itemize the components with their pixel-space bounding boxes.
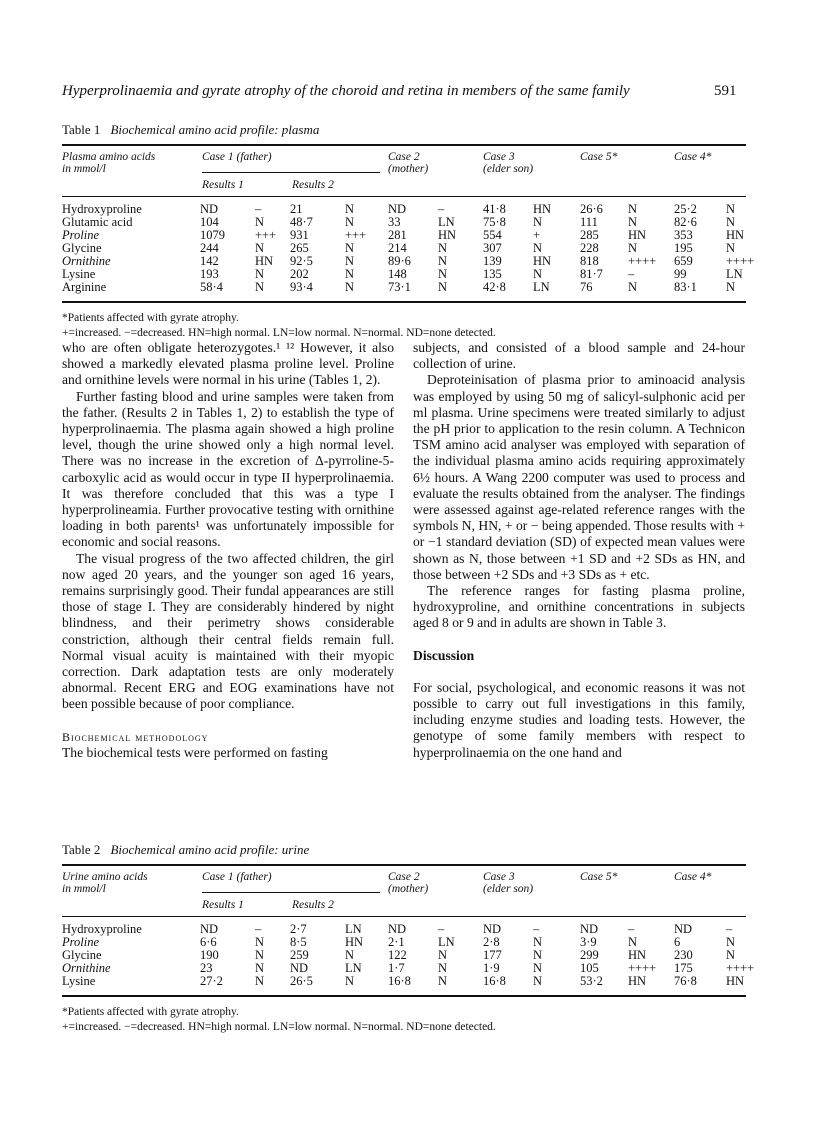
value-cell: ND — [290, 961, 309, 975]
status-flag: HN — [345, 935, 364, 949]
status-flag: N — [438, 948, 448, 962]
amino-acid-name: Proline — [62, 228, 100, 242]
value-cell: ND — [483, 922, 502, 936]
status-flag: N — [255, 974, 265, 988]
status-flag: N — [533, 241, 543, 255]
status-flag: LN — [533, 280, 550, 294]
status-flag: HN — [726, 974, 745, 988]
table-bottom-rule — [62, 301, 746, 303]
value-cell: 122 — [388, 948, 407, 962]
value-cell: 193 — [200, 267, 219, 281]
status-flag: N — [438, 241, 448, 255]
value-cell: 76 — [580, 280, 593, 294]
status-flag: HN — [628, 228, 647, 242]
value-cell: 202 — [290, 267, 309, 281]
footnote-legend: +=increased. −=decreased. HN=high normal. LN=low normal. N=normal. ND=none detected. — [62, 327, 496, 339]
table2-title: Biochemical amino acid profile: urine — [110, 842, 310, 857]
status-flag: N — [726, 948, 736, 962]
amino-acid-name: Glutamic acid — [62, 215, 133, 229]
value-cell: ND — [580, 922, 599, 936]
value-cell: 8·5 — [290, 935, 307, 949]
table-row — [62, 975, 746, 988]
status-flag: HN — [533, 254, 552, 268]
value-cell: 105 — [580, 961, 599, 975]
value-cell: 76·8 — [674, 974, 697, 988]
case5-header: Case 5* — [580, 871, 618, 883]
status-flag: N — [255, 215, 265, 229]
value-cell: 177 — [483, 948, 502, 962]
footnote-affected: *Patients affected with gyrate atrophy. — [62, 312, 239, 324]
status-flag: N — [533, 215, 543, 229]
status-flag: HN — [628, 948, 647, 962]
amino-acid-name: Hydroxyproline — [62, 202, 142, 216]
value-cell: 818 — [580, 254, 599, 268]
table-header — [62, 146, 746, 196]
case1-underline — [202, 892, 380, 893]
amino-acid-name: Glycine — [62, 948, 102, 962]
value-cell: 58·4 — [200, 280, 223, 294]
value-cell: 1·9 — [483, 961, 500, 975]
running-title: Hyperprolinaemia and gyrate atrophy of the choroid and retina in members of the same family — [62, 83, 630, 99]
status-flag: N — [726, 280, 736, 294]
value-cell: 299 — [580, 948, 599, 962]
status-flag: LN — [438, 935, 455, 949]
value-cell: 265 — [290, 241, 309, 255]
value-cell: 92·5 — [290, 254, 313, 268]
value-cell: 73·1 — [388, 280, 411, 294]
case3-header: Case 3 — [483, 871, 515, 883]
value-cell: 21 — [290, 202, 303, 216]
status-flag: N — [438, 280, 448, 294]
status-flag: N — [438, 267, 448, 281]
status-flag: N — [533, 948, 543, 962]
table1-caption — [62, 122, 319, 138]
status-flag: N — [533, 935, 543, 949]
value-cell: 195 — [674, 241, 693, 255]
value-cell: 214 — [388, 241, 407, 255]
value-cell: 244 — [200, 241, 219, 255]
value-cell: ND — [388, 922, 407, 936]
value-cell: 659 — [674, 254, 693, 268]
value-cell: 93·4 — [290, 280, 313, 294]
value-cell: 148 — [388, 267, 407, 281]
status-flag: ++++ — [726, 961, 755, 975]
value-cell: 83·1 — [674, 280, 697, 294]
row-header-line2: in mmol/l — [62, 883, 106, 895]
status-flag: N — [628, 280, 638, 294]
amino-acid-name: Lysine — [62, 974, 96, 988]
results1-header: Results 1 — [202, 179, 244, 191]
value-cell: 230 — [674, 948, 693, 962]
section-heading: Discussion — [413, 647, 475, 663]
left-column — [62, 340, 394, 761]
status-flag: LN — [726, 267, 743, 281]
status-flag: ++++ — [628, 254, 657, 268]
footnote-affected: *Patients affected with gyrate atrophy. — [62, 1006, 239, 1018]
value-cell: 75·8 — [483, 215, 506, 229]
status-flag: ++++ — [726, 254, 755, 268]
value-cell: 81·7 — [580, 267, 603, 281]
status-flag: HN — [533, 202, 552, 216]
value-cell: ND — [200, 202, 219, 216]
paragraph: For social, psychological, and economic reasons it was not possible to carry out full investigations in this family, including enzyme studies and loading tests. However, the genotype of some family members with respect to hyperprolinaemia on the one hand and — [413, 679, 745, 760]
value-cell: 1079 — [200, 228, 225, 242]
case3-subheader: (elder son) — [483, 163, 534, 175]
status-flag: N — [255, 961, 265, 975]
value-cell: 16·8 — [483, 974, 506, 988]
case1-header: Case 1 (father) — [202, 871, 272, 883]
status-flag: N — [438, 961, 448, 975]
table1-title: Biochemical amino acid profile: plasma — [110, 122, 320, 137]
case1-header: Case 1 (father) — [202, 151, 272, 163]
amino-acid-name: Lysine — [62, 267, 96, 281]
status-flag: N — [255, 280, 265, 294]
status-flag: +++ — [255, 228, 277, 242]
paragraph: Deproteinisation of plasma prior to aminoacid analysis was employed by using 50 mg of salicyl-sulphonic acid per ml plasma. Urine specimens were treated similarly to adjust the pH prior to application to the resin column. A Technicon TSM amino acid analyser was employed with separation of the individual plasma amino acids requiring approximately 6½ hours. A Wang 2200 computer was used to process and evaluate the results obtained from the analyser. The findings were assessed against age-related reference ranges with the symbols N, HN, + or − being appended. Those results with + or −1 standard deviation (SD) of expected mean values were shown as N, those between +1 SD and +2 SDs as HN, and those between +2 SDs and +3 SDs as + etc. — [413, 372, 745, 582]
case5-header: Case 5* — [580, 151, 618, 163]
footnote-legend: +=increased. −=decreased. HN=high normal. LN=low normal. N=normal. ND=none detected. — [62, 1021, 496, 1033]
status-flag: N — [255, 935, 265, 949]
status-flag: HN — [255, 254, 274, 268]
status-flag: N — [628, 215, 638, 229]
status-flag: N — [628, 241, 638, 255]
paragraph: Further fasting blood and urine samples were taken from the father. (Results 2 in Tables 1, 2) to establish the type of hyperprolinaemia. The plasma again showed a high proline level, though the urine showed only a high normal level. There was no increase in the excretion of Δ-pyrroline-5-carboxylic acid as would occur in type II hyperprolinaemia. It was therefore concluded that this was a type I hyperprolineamia. Further provocative testing with ornithine loading in both parents¹ was unfortunately impossible for economic and social reasons. — [62, 388, 394, 550]
value-cell: 42·8 — [483, 280, 506, 294]
results2-header: Results 2 — [292, 899, 334, 911]
table-footnotes — [62, 1005, 746, 1035]
value-cell: 3·9 — [580, 935, 597, 949]
table-bottom-rule — [62, 995, 746, 997]
status-flag: – — [533, 922, 540, 936]
value-cell: 281 — [388, 228, 407, 242]
results1-header: Results 1 — [202, 899, 244, 911]
case2-subheader: (mother) — [388, 163, 429, 175]
status-flag: N — [628, 935, 638, 949]
status-flag: + — [533, 228, 541, 242]
status-flag: – — [255, 202, 262, 216]
value-cell: 6·6 — [200, 935, 217, 949]
value-cell: 16·8 — [388, 974, 411, 988]
status-flag: N — [438, 974, 448, 988]
value-cell: 99 — [674, 267, 687, 281]
value-cell: 89·6 — [388, 254, 411, 268]
header-rule — [62, 196, 746, 197]
value-cell: 82·6 — [674, 215, 697, 229]
value-cell: 353 — [674, 228, 693, 242]
status-flag: LN — [345, 922, 362, 936]
status-flag: LN — [438, 215, 455, 229]
table1-label: Table 1 — [62, 122, 101, 137]
status-flag: N — [726, 241, 736, 255]
value-cell: 175 — [674, 961, 693, 975]
value-cell: 2·8 — [483, 935, 500, 949]
status-flag: N — [533, 267, 543, 281]
table-row — [62, 203, 746, 216]
status-flag: N — [345, 974, 355, 988]
value-cell: 554 — [483, 228, 502, 242]
table2-caption — [62, 842, 309, 858]
value-cell: ND — [388, 202, 407, 216]
status-flag: N — [726, 935, 736, 949]
value-cell: 41·8 — [483, 202, 506, 216]
value-cell: 228 — [580, 241, 599, 255]
case1-underline — [202, 172, 380, 173]
status-flag: – — [255, 922, 262, 936]
value-cell: 6 — [674, 935, 681, 949]
case3-header: Case 3 — [483, 151, 515, 163]
case3-subheader: (elder son) — [483, 883, 534, 895]
status-flag: N — [533, 961, 543, 975]
paragraph: subjects, and consisted of a blood sample and 24-hour collection of urine. — [413, 340, 745, 372]
table2 — [62, 864, 755, 1035]
status-flag: HN — [726, 228, 745, 242]
status-flag: N — [726, 202, 736, 216]
results2-header: Results 2 — [292, 179, 334, 191]
value-cell: 53·2 — [580, 974, 603, 988]
status-flag: – — [438, 202, 445, 216]
value-cell: 2·7 — [290, 922, 307, 936]
status-flag: N — [255, 241, 265, 255]
page-number: 591 — [714, 83, 737, 99]
table-header — [62, 866, 746, 916]
status-flag: N — [345, 948, 355, 962]
case2-header: Case 2 — [388, 151, 420, 163]
value-cell: 33 — [388, 215, 401, 229]
status-flag: N — [438, 254, 448, 268]
header-rule — [62, 916, 746, 917]
value-cell: 139 — [483, 254, 502, 268]
row-header-line2: in mmol/l — [62, 163, 106, 175]
value-cell: 26·6 — [580, 202, 603, 216]
paragraph: who are often obligate heterozygotes.¹ ¹² However, it also showed a markedly elevated plasma proline level. Proline and ornithine levels were normal in his urine (Tables 1, 2). — [62, 340, 394, 388]
value-cell: 142 — [200, 254, 219, 268]
value-cell: 25·2 — [674, 202, 697, 216]
value-cell: 26·5 — [290, 974, 313, 988]
value-cell: 48·7 — [290, 215, 313, 229]
status-flag: – — [628, 922, 635, 936]
status-flag: ++++ — [628, 961, 657, 975]
status-flag: N — [345, 241, 355, 255]
amino-acid-name: Glycine — [62, 241, 102, 255]
status-flag: N — [345, 267, 355, 281]
table2-label: Table 2 — [62, 842, 101, 857]
status-flag: HN — [628, 974, 647, 988]
value-cell: 259 — [290, 948, 309, 962]
right-column — [413, 340, 745, 761]
table-row — [62, 281, 746, 294]
status-flag: – — [726, 922, 733, 936]
value-cell: 104 — [200, 215, 219, 229]
status-flag: N — [345, 215, 355, 229]
amino-acid-name: Ornithine — [62, 254, 111, 268]
case2-header: Case 2 — [388, 871, 420, 883]
value-cell: 135 — [483, 267, 502, 281]
value-cell: 23 — [200, 961, 213, 975]
status-flag: N — [345, 280, 355, 294]
status-flag: N — [255, 948, 265, 962]
amino-acid-name: Proline — [62, 935, 100, 949]
status-flag: – — [628, 267, 635, 281]
amino-acid-name: Ornithine — [62, 961, 111, 975]
status-flag: N — [533, 974, 543, 988]
status-flag: N — [726, 215, 736, 229]
value-cell: 2·1 — [388, 935, 405, 949]
value-cell: 111 — [580, 215, 598, 229]
case4-header: Case 4* — [674, 151, 712, 163]
section-heading: Biochemical methodology — [62, 729, 209, 744]
status-flag: LN — [345, 961, 362, 975]
value-cell: 190 — [200, 948, 219, 962]
case2-subheader: (mother) — [388, 883, 429, 895]
status-flag: N — [255, 267, 265, 281]
paragraph: The reference ranges for fasting plasma proline, hydroxyproline, and ornithine concentrations in subjects aged 8 or 9 and in adults are shown in Table 3. — [413, 583, 745, 631]
amino-acid-name: Arginine — [62, 280, 107, 294]
value-cell: ND — [200, 922, 219, 936]
row-header-line1: Urine amino acids — [62, 871, 148, 883]
value-cell: 27·2 — [200, 974, 223, 988]
row-header-line1: Plasma amino acids — [62, 151, 156, 163]
paragraph: The biochemical tests were performed on fasting — [62, 744, 328, 760]
status-flag: N — [628, 202, 638, 216]
table1 — [62, 144, 755, 341]
value-cell: 931 — [290, 228, 309, 242]
table-footnotes — [62, 311, 746, 341]
value-cell: 1·7 — [388, 961, 405, 975]
case4-header: Case 4* — [674, 871, 712, 883]
paragraph: The visual progress of the two affected children, the girl now aged 20 years, and the younger son aged 16 years, remains surprisingly good. Their fundal appearances are still those of stage I. They are considerably hindered by night blindness, and their perimetry shows considerable constriction, although their central fields remain full. Normal visual acuity is maintained with their myopic correction. Dark adaptation tests are only moderately abnormal. Recent ERG and EOG examinations have not been possible because of poor compliance. — [62, 550, 394, 712]
value-cell: ND — [674, 922, 693, 936]
status-flag: N — [345, 254, 355, 268]
status-flag: N — [345, 202, 355, 216]
status-flag: HN — [438, 228, 457, 242]
amino-acid-name: Hydroxyproline — [62, 922, 142, 936]
value-cell: 285 — [580, 228, 599, 242]
status-flag: – — [438, 922, 445, 936]
value-cell: 307 — [483, 241, 502, 255]
status-flag: +++ — [345, 228, 367, 242]
